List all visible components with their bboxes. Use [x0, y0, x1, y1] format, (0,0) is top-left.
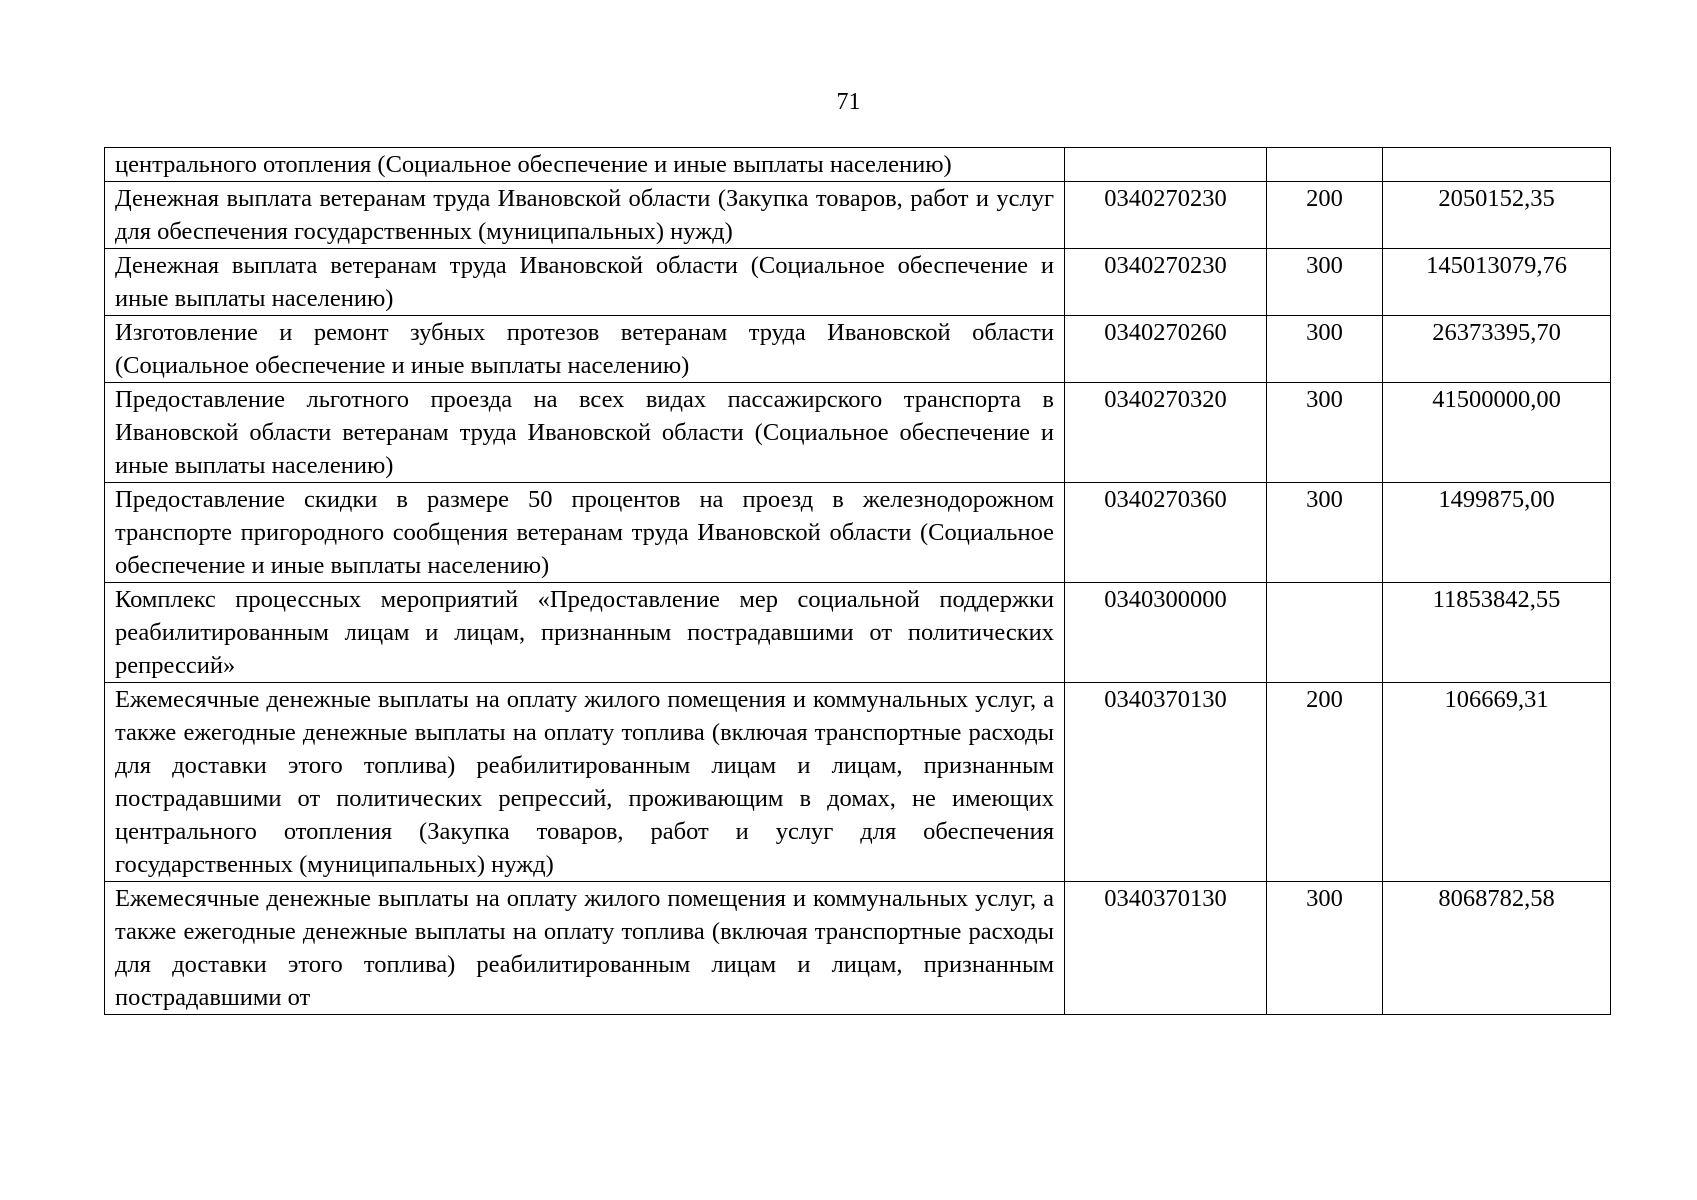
- row-csr-code: 0340370130: [1065, 683, 1267, 882]
- row-csr-code: 0340270230: [1065, 249, 1267, 316]
- row-csr-code: 0340270260: [1065, 316, 1267, 383]
- row-csr-code: 0340370130: [1065, 882, 1267, 1015]
- row-sum: [1383, 148, 1611, 182]
- row-name: Ежемесячные денежные выплаты на оплату жилого помещения и коммунальных услуг, а также ежегодные денежные выплаты на оплату топлива (включая транспортные расходы для доставки этого топлива) реабилитированным лицам и лицам, признанным пострадавшими от политических репрессий, проживающим в домах, не имеющих центрального отопления (Закупка товаров, работ и услуг для обеспечения государственных (муниципальных) нужд): [105, 683, 1065, 882]
- table-row: [105, 383, 1611, 483]
- budget-table: [104, 147, 1611, 1015]
- row-name: Изготовление и ремонт зубных протезов ветеранам труда Ивановской области (Социальное обеспечение и иные выплаты населению): [105, 316, 1065, 383]
- row-sum: 145013079,76: [1383, 249, 1611, 316]
- row-name: Денежная выплата ветеранам труда Ивановской области (Социальное обеспечение и иные выплаты населению): [105, 249, 1065, 316]
- table-row: [105, 882, 1611, 1015]
- page-number: 71: [836, 89, 861, 115]
- row-csr-code: 0340270230: [1065, 182, 1267, 249]
- row-vr-code: [1267, 148, 1383, 182]
- row-csr-code: 0340300000: [1065, 583, 1267, 683]
- row-name: Ежемесячные денежные выплаты на оплату жилого помещения и коммунальных услуг, а также ежегодные денежные выплаты на оплату топлива (включая транспортные расходы для доставки этого топлива) реабилитированным лицам и лицам, признанным пострадавшими от: [105, 882, 1065, 1015]
- row-name: Комплекс процессных мероприятий «Предоставление мер социальной поддержки реабилитированным лицам и лицам, признанным пострадавшими от политических репрессий»: [105, 583, 1065, 683]
- row-vr-code: 300: [1267, 882, 1383, 1015]
- table-row: [105, 148, 1611, 182]
- table-row: [105, 483, 1611, 583]
- row-sum: 106669,31: [1383, 683, 1611, 882]
- row-vr-code: 300: [1267, 249, 1383, 316]
- table-row: [105, 249, 1611, 316]
- row-vr-code: 300: [1267, 383, 1383, 483]
- table-row: [105, 683, 1611, 882]
- row-sum: 2050152,35: [1383, 182, 1611, 249]
- table-row: [105, 316, 1611, 383]
- row-vr-code: [1267, 583, 1383, 683]
- row-vr-code: 200: [1267, 683, 1383, 882]
- row-name: Предоставление льготного проезда на всех видах пассажирского транспорта в Ивановской области ветеранам труда Ивановской области (Социальное обеспечение и иные выплаты населению): [105, 383, 1065, 483]
- row-sum: 41500000,00: [1383, 383, 1611, 483]
- row-sum: 1499875,00: [1383, 483, 1611, 583]
- row-sum: 11853842,55: [1383, 583, 1611, 683]
- row-csr-code: [1065, 148, 1267, 182]
- row-vr-code: 300: [1267, 483, 1383, 583]
- row-name: центрального отопления (Социальное обеспечение и иные выплаты населению): [105, 148, 1065, 182]
- table-row: [105, 182, 1611, 249]
- row-vr-code: 200: [1267, 182, 1383, 249]
- row-name: Денежная выплата ветеранам труда Ивановской области (Закупка товаров, работ и услуг для обеспечения государственных (муниципальных) нужд): [105, 182, 1065, 249]
- row-csr-code: 0340270320: [1065, 383, 1267, 483]
- row-name: Предоставление скидки в размере 50 процентов на проезд в железнодорожном транспорте пригородного сообщения ветеранам труда Ивановской области (Социальное обеспечение и иные выплаты населению): [105, 483, 1065, 583]
- row-csr-code: 0340270360: [1065, 483, 1267, 583]
- row-sum: 26373395,70: [1383, 316, 1611, 383]
- row-vr-code: 300: [1267, 316, 1383, 383]
- table-row: [105, 583, 1611, 683]
- row-sum: 8068782,58: [1383, 882, 1611, 1015]
